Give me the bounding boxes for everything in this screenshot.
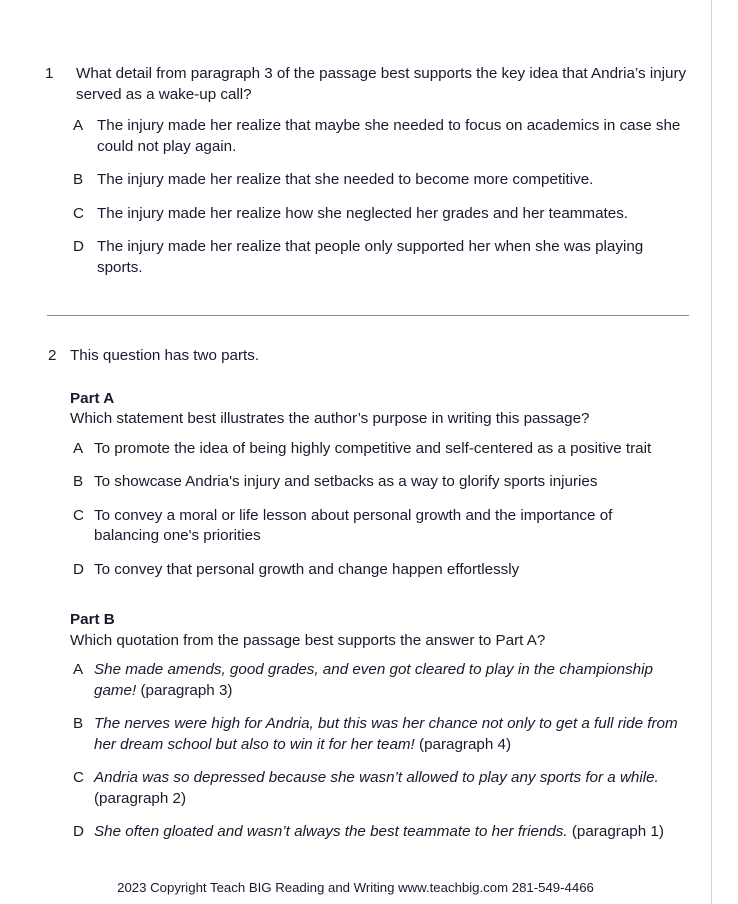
- part-a-option-a[interactable]: [0, 439, 711, 460]
- option-text: The injury made her realize that maybe she needed to focus on academics in case she could not play again.: [97, 117, 681, 155]
- question-1-number: 1: [45, 65, 54, 82]
- option-quote: She often gloated and wasn’t always the best teammate to her friends.: [94, 823, 568, 840]
- option-letter: A: [73, 661, 84, 678]
- question-1-option-b[interactable]: [0, 170, 711, 191]
- part-a-block: [0, 389, 711, 581]
- option-text: To convey that personal growth and change happen effortlessly: [94, 560, 520, 578]
- part-b-stem: Which quotation from the passage best supports the answer to Part A?: [70, 631, 546, 649]
- part-a-label: Part A: [70, 389, 115, 407]
- question-2-stem: This question has two parts.: [70, 347, 260, 364]
- part-b-option-a[interactable]: [0, 660, 711, 701]
- option-letter: B: [73, 473, 84, 490]
- option-letter: D: [73, 238, 84, 255]
- question-1-options: [0, 116, 711, 278]
- option-paragraph-reference: (paragraph 1): [571, 823, 664, 840]
- part-b-options: [0, 660, 711, 843]
- option-paragraph-reference: (paragraph 2): [94, 789, 187, 807]
- option-letter: A: [73, 117, 84, 134]
- option-letter: C: [73, 204, 84, 222]
- option-paragraph-reference: (paragraph 4): [419, 735, 512, 753]
- option-letter: A: [73, 439, 84, 457]
- question-1-option-c[interactable]: [0, 204, 711, 225]
- question-1-option-d[interactable]: [0, 237, 711, 278]
- option-quote: She made amends, good grades, and even got cleared to play in the championship game!: [94, 661, 653, 699]
- option-text: The injury made her realize how she neglected her grades and her teammates.: [97, 204, 629, 222]
- part-a-option-c[interactable]: [0, 506, 711, 547]
- option-text: To showcase Andria's injury and setbacks as a way to glorify sports injuries: [94, 473, 598, 490]
- option-text: To convey a moral or life lesson about personal growth and the importance of balancing one's priorities: [94, 506, 613, 544]
- question-1-option-a[interactable]: [0, 116, 711, 157]
- option-letter: B: [73, 715, 84, 732]
- question-1-stem: What detail from paragraph 3 of the passage best supports the key idea that Andria’s injury served as a wake-up call?: [76, 65, 687, 103]
- part-b-block: [0, 610, 711, 843]
- option-text: The injury made her realize that people only supported her when she was playing sports.: [97, 238, 644, 276]
- option-letter: D: [73, 560, 84, 578]
- option-letter: C: [73, 769, 84, 786]
- question-2-stem-row: [0, 346, 711, 367]
- part-a-option-d[interactable]: [0, 560, 711, 581]
- question-2: [0, 346, 711, 843]
- part-b-option-d[interactable]: [0, 822, 711, 843]
- part-a-options: [0, 439, 711, 581]
- option-text: The injury made her realize that she needed to become more competitive.: [97, 171, 594, 188]
- option-letter: D: [73, 823, 84, 840]
- question-2-number: 2: [48, 347, 57, 364]
- page-footer: 2023 Copyright Teach BIG Reading and Writing www.teachbig.com 281-549-4466: [117, 880, 594, 895]
- question-1-stem-row: [0, 64, 711, 105]
- option-quote: Andria was so depressed because she wasn’t allowed to play any sports for a while.: [94, 769, 659, 786]
- option-text: To promote the idea of being highly competitive and self-centered as a positive trait: [94, 439, 652, 457]
- option-letter: B: [73, 171, 84, 188]
- option-letter: C: [73, 506, 84, 524]
- part-b-label: Part B: [70, 611, 115, 628]
- option-quote: The nerves were high for Andria, but this was her chance not only to get a full ride from her dream school but also to win it for her team!: [94, 715, 678, 753]
- part-a-stem: Which statement best illustrates the author’s purpose in writing this passage?: [70, 410, 590, 427]
- part-b-option-b[interactable]: [0, 714, 711, 755]
- part-b-option-c[interactable]: [0, 768, 711, 809]
- page-right-edge: [711, 0, 712, 904]
- option-paragraph-reference: (paragraph 3): [140, 681, 233, 699]
- part-a-option-b[interactable]: [0, 472, 711, 493]
- question-1: [0, 64, 711, 278]
